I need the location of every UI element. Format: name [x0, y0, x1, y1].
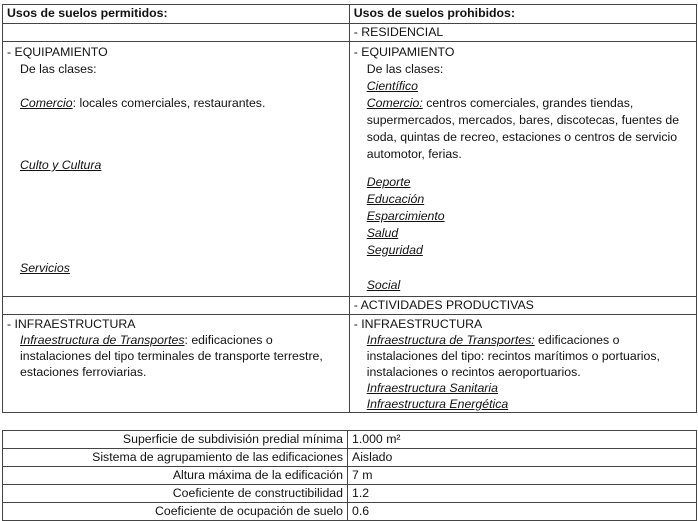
norm-value: 0.6	[348, 503, 697, 521]
norm-label: Coeficiente de ocupación de suelo	[3, 503, 348, 521]
norm-value: 7 m	[348, 467, 697, 485]
comercio-permitted: Comercio: locales comerciales, restaurantes.	[20, 96, 266, 110]
servicios-permitted: Servicios	[20, 261, 70, 275]
infra-line: instalaciones del tipo terminales de transporte terrestre,	[20, 349, 323, 363]
header-row	[3, 5, 697, 24]
empty-cell	[3, 24, 350, 42]
norm-label: Sistema de agrupamiento de las edificaciones	[3, 449, 348, 467]
norm-label: Altura máxima de la edificación	[3, 467, 348, 485]
infra-title: - INFRAESTRUCTURA	[7, 317, 136, 331]
equip-sub: De las clases:	[20, 62, 97, 76]
norm-row	[3, 485, 697, 503]
actividades-prohibited: - ACTIVIDADES PRODUCTIVAS	[349, 297, 696, 315]
class-educacion: Educación	[366, 192, 425, 206]
header-permitted: Usos de suelos permitidos:	[3, 5, 350, 24]
infra-line: instalaciones o recintos aeroportuarios.	[366, 365, 581, 379]
row-equipamiento	[3, 42, 697, 297]
class-esparcimiento: Esparcimiento	[366, 209, 445, 223]
header-prohibited: Usos de suelos prohibidos:	[349, 5, 696, 24]
equip-sub: De las clases:	[366, 62, 444, 76]
infra-permitted-cell	[3, 315, 350, 413]
class-salud: Salud	[366, 226, 399, 240]
norm-value: 1.2	[348, 485, 697, 503]
cientifico-prohibited: Científico	[366, 79, 418, 93]
empty-cell	[3, 297, 350, 315]
row-actividades	[3, 297, 697, 315]
norm-label: Superficie de subdivisión predial mínima	[3, 431, 348, 449]
norm-row	[3, 467, 697, 485]
transportes-prohibited: Infraestructura de Transportes: edificaciones o	[366, 333, 620, 347]
row-infraestructura	[3, 315, 697, 413]
row-residencial	[3, 24, 697, 42]
infra-prohibited-cell	[349, 315, 696, 413]
equip-title: - EQUIPAMIENTO	[7, 45, 108, 59]
residencial-prohibited: - RESIDENCIAL	[349, 24, 696, 42]
infra-sanitaria: Infraestructura Sanitaria	[366, 381, 498, 395]
norm-row	[3, 449, 697, 467]
norm-row	[3, 503, 697, 521]
infra-line: instalaciones del tipo: recintos marítimos o portuarios,	[366, 349, 660, 363]
class-deporte: Deporte	[366, 175, 411, 189]
norm-value: Aislado	[348, 449, 697, 467]
equip-permitted-cell	[3, 42, 350, 297]
comercio-line: supermercados, mercados, bares, discotecas, fuentes de	[366, 113, 680, 127]
class-social: Social	[366, 278, 401, 292]
equip-title: - EQUIPAMIENTO	[353, 45, 455, 59]
infra-line: estaciones ferroviarias.	[20, 365, 147, 379]
class-seguridad: Seguridad	[366, 243, 423, 257]
infra-title: - INFRAESTRUCTURA	[353, 317, 483, 331]
transportes-permitted: Infraestructura de Transportes: edificaciones o	[20, 333, 273, 347]
norm-row	[3, 431, 697, 449]
infra-energetica: Infraestructura Energética	[366, 397, 509, 411]
comercio-line: automotor, ferias.	[366, 147, 462, 161]
comercio-line: soda, quintas de recreo, estaciones o centros de servicio	[366, 130, 678, 144]
norm-label: Coeficiente de constructibilidad	[3, 485, 348, 503]
culto-permitted: Culto y Cultura	[20, 158, 102, 172]
equip-prohibited-cell	[349, 42, 696, 297]
norm-value: 1.000 m²	[348, 431, 697, 449]
comercio-prohibited: Comercio: centros comerciales, grandes tiendas,	[366, 96, 634, 110]
land-uses-table	[2, 4, 697, 413]
norms-table	[2, 430, 697, 521]
